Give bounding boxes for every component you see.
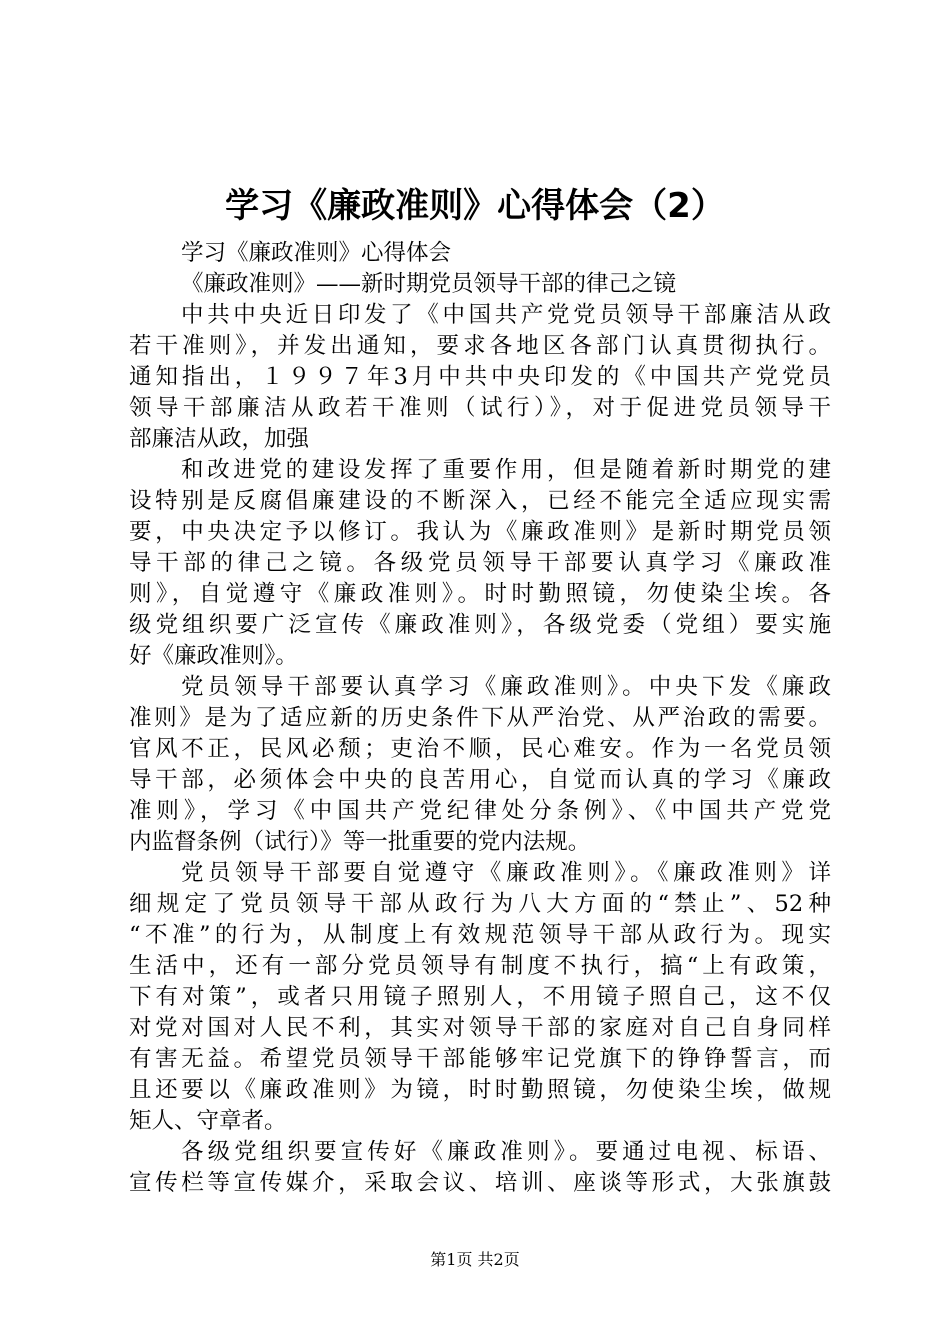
paragraph-line: 好《廉政准则》。 (129, 643, 298, 669)
paragraph-line: 导干部，必须体会中央的良苦用心，自觉而认真的学习《廉政 (129, 767, 831, 793)
paragraph-line: 和改进党的建设发挥了重要作用，但是随着新时期党的建 (181, 457, 831, 483)
paragraph-line: 下有对策”，或者只用镜子照别人，不用镜子照自己，这不仅 (129, 984, 831, 1010)
paragraph-line: 设特别是反腐倡廉建设的不断深入，已经不能完全适应现实需 (129, 488, 831, 514)
paragraph-line: 生活中，还有一部分党员领导有制度不执行，搞“上有政策， (129, 953, 831, 979)
subtitle-line: 《廉政准则》——新时期党员领导干部的律己之镜 (181, 271, 677, 297)
document-body (129, 238, 831, 1199)
paragraph-line: 要，中央决定予以修订。我认为《廉政准则》是新时期党员领 (129, 519, 831, 545)
paragraph-line: 若干准则》，并发出通知，要求各地区各部门认真贯彻执行。 (129, 333, 831, 359)
paragraph-line: 且还要以《廉政准则》为镜，时时勤照镜，勿使染尘埃，做规 (129, 1077, 831, 1103)
paragraph-line: 宣传栏等宣传媒介，采取会议、培训、座谈等形式，大张旗鼓 (129, 1170, 831, 1196)
paragraph-line: 中共中央近日印发了《中国共产党党员领导干部廉洁从政 (181, 302, 831, 328)
paragraph-line: 级党组织要广泛宣传《廉政准则》，各级党委（党组）要实施 (129, 612, 831, 638)
paragraph-line: 矩人、守章者。 (129, 1108, 287, 1134)
paragraph-line: 通知指出，１９９７年3月中共中央印发的《中国共产党党员 (129, 364, 831, 390)
paragraph-line: 准则》是为了适应新的历史条件下从严治党、从严治政的需要。 (129, 705, 831, 731)
paragraph-line: 领导干部廉洁从政若干准则（试行）》，对于促进党员领导干 (129, 395, 831, 421)
paragraph-line: 党员领导干部要自觉遵守《廉政准则》。《廉政准则》详 (181, 860, 831, 886)
paragraph-line: 有害无益。希望党员领导干部能够牢记党旗下的铮铮誓言，而 (129, 1046, 831, 1072)
paragraph-line: 各级党组织要宣传好《廉政准则》。要通过电视、标语、 (181, 1139, 831, 1165)
document-title: 学习《廉政准则》心得体会（2） (225, 186, 725, 226)
paragraph-line: 部廉洁从政，加强 (129, 426, 310, 452)
paragraph-line: 准则》，学习《中国共产党纪律处分条例》、《中国共产党党 (129, 798, 831, 824)
page-number-footer: 第1页 共2页 (430, 1250, 520, 1269)
paragraph-line: 对党对国对人民不利，其实对领导干部的家庭对自己自身同样 (129, 1015, 831, 1041)
paragraph-line: 官风不正，民风必颓；吏治不顺，民心难安。作为一名党员领 (129, 736, 831, 762)
paragraph-line: 党员领导干部要认真学习《廉政准则》。中央下发《廉政 (181, 674, 831, 700)
paragraph-line: 细规定了党员领导干部从政行为八大方面的“禁止”、52种 (129, 891, 831, 917)
paragraph-line: 导干部的律己之镜。各级党员领导干部要认真学习《廉政准 (129, 550, 831, 576)
subtitle-line: 学习《廉政准则》心得体会 (181, 240, 452, 266)
paragraph-line: 内监督条例（试行）》等一批重要的党内法规。 (129, 829, 591, 855)
paragraph-line: 则》，自觉遵守《廉政准则》。时时勤照镜，勿使染尘埃。各 (129, 581, 831, 607)
paragraph-line: “不准”的行为，从制度上有效规范领导干部从政行为。现实 (129, 922, 831, 948)
